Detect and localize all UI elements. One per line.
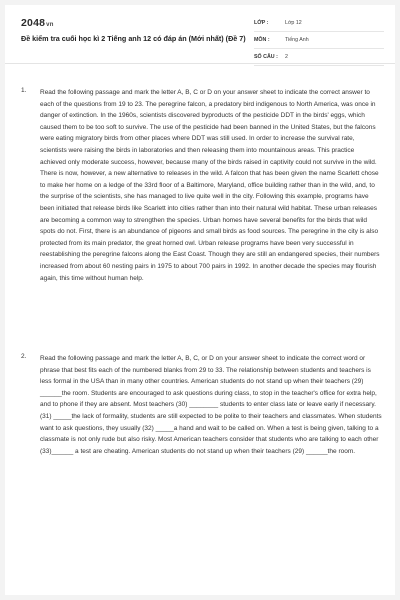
meta-row-class bbox=[254, 17, 384, 32]
meta-row-subject bbox=[254, 34, 384, 49]
meta-value-class: Lớp 12 bbox=[285, 20, 302, 26]
question-text: Read the following passage and mark the letter A, B, C, or D on your answer sheet to indicate the correct word or phrase that best fits each of the numbered blanks from 29 to 33. The relationship between students and teachers is less formal in the USA than in many other countries. American students do not stand up when their teachers (29) ______the room. Students are encouraged to ask questions during class, to stop in the teacher's office for extra help, and to phone if they are absent. Most teachers (30) ________ students to enter class late or leave early if necessary. (31) _____the lack of formality, students are still expected to be polite to their teachers and classmates. When students want to ask questions, they usually (32) _____a hand and wait to be called on. When a test is being given, talking to a classmate is not only rude but also risky. Most American teachers consider that students who are talking to each other (33)______ a test are cheating. American students do not stand up when their teachers (29) ______the room. bbox=[40, 355, 382, 455]
meta-value-count: 2 bbox=[285, 54, 288, 60]
meta-table bbox=[254, 17, 384, 68]
question-number: 1. bbox=[21, 87, 27, 94]
logo-text: 2048 bbox=[21, 17, 46, 29]
question-number: 2. bbox=[21, 353, 27, 360]
meta-label-class: LỚP : bbox=[254, 20, 269, 26]
meta-label-subject: MÔN : bbox=[254, 37, 270, 43]
logo-suffix: vn bbox=[46, 22, 54, 28]
document-page bbox=[5, 5, 395, 595]
document-header bbox=[5, 5, 395, 64]
question-text: Read the following passage and mark the letter A, B, C or D on your answer sheet to indicate the correct answer to each of the questions from 19 to 23. The peregrine falcon, a predatory bird indigenous to North America, was once in danger of extinction. In the 1960s, scientists discovered byproducts of the pesticide DDT in the birds' eggs, which caused them to be too soft to survive. The use of the pesticide had been banned in the United States, but the falcons were eating migratory birds from other places where DDT was still used. In order to increase the survival rate, scientists were raising the birds in laboratories and then releasing them into mountainous areas. This practice achieved only moderate success, however, because many of the birds raised in captivity could not survive in the wild. There is now, however, a new alternative to releases in the wild. A falcon that has been given the name Scarlett chose to make her home on a ledge of the 33rd floor of a Baltimore, Maryland, office building rather than in the wild, and, to the surprise of the scientists, she has managed to live quite well in the city. Following this example, programs have been initiated that release birds like Scarlett into cities rather than into their natural wild habitat. These urban releases are becoming a common way to strengthen the species. Urban homes have several benefits for the birds that wild spots do not. First, there is an abundance of pigeons and small birds as food sources. The peregrine in the city is also protected from its main predator, the great horned owl. Urban release programs have been very successful in reestablishing the peregrine falcons along the East Coast. Though they are still an endangered species, their numbers increased from about 60 nesting pairs in 1975 to about 700 pairs in 1992. In another decade the species may flourish again, this time without human help. bbox=[40, 89, 380, 282]
meta-row-count bbox=[254, 51, 384, 66]
site-logo[interactable] bbox=[21, 17, 54, 29]
page-title: Đề kiểm tra cuối học kì 2 Tiếng anh 12 có đáp án (Mới nhất) (Đề 7) bbox=[21, 34, 246, 43]
meta-label-count: SỐ CÂU : bbox=[254, 54, 278, 60]
meta-value-subject: Tiếng Anh bbox=[285, 37, 309, 43]
